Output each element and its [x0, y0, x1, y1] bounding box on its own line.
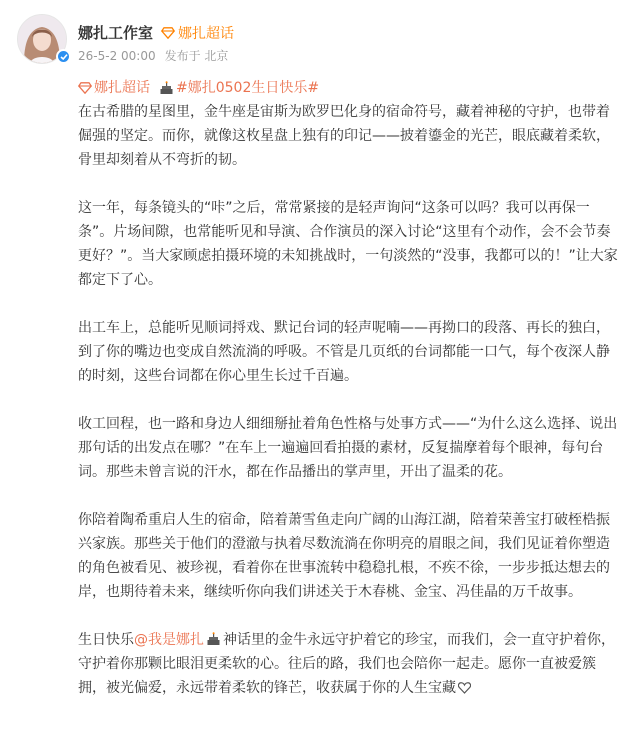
post-source: 发布于 北京	[164, 49, 229, 63]
post-paragraph: 收工回程，也一路和身边人细细掰扯着角色性格与处事方式——“为什么这么选择、说出那句话的出发点在哪？”在车上一遍遍回看拍摄的素材，反复揣摩着每个眼神，每句台词。那些未曾言说的汗水，都在作品播出的掌声里，开出了温柔的花。	[78, 416, 618, 480]
tag-row	[78, 76, 619, 100]
verified-badge-icon	[56, 49, 71, 64]
super-topic-label: 娜扎超话	[178, 25, 235, 42]
birthday-hashtag-label: #娜扎0502生日快乐#	[176, 80, 320, 96]
closing-text: 神话里的金牛永远守护着它的珍宝，而我们，会一直守护着你，守护着你那颗比眼泪更柔软的心。往后的路，我们也会陪你一起走。愿你一直被爱簇拥，被光偏爱，永远带着柔软的锋芒，收获属于你的人生宝藏	[78, 632, 615, 696]
birthday-cake-icon	[159, 81, 174, 95]
post-paragraph: 这一年，每条镜头的“咔”之后，常常紧接的是轻声询问“这条可以吗？我可以再保一条”。片场间隙，也常能听见和导演、合作演员的深入讨论“这里有个动作，会不会节奏更好？”。当大家顾虑拍摄环境的未知挑战时，一句淡然的“没事，我都可以的！”让大家都定下了心。	[78, 200, 618, 288]
super-topic-tag-label: 娜扎超话	[94, 80, 150, 96]
post-content	[78, 76, 619, 700]
post-paragraph: 你陪着陶希重启人生的宿命，陪着萧雪鱼走向广阔的山海江湖，陪着荣善宝打破桎梏振兴家族。那些关于他们的澄澈与执着尽数流淌在你明亮的眉眼之间，我们见证着你塑造的角色被看见、被珍视，看着你在世事流转中稳稳扎根，不疾不徐，一步步抵达想去的岸，也期待着未来，继续听你向我们讲述关于木春桃、金宝、冯佳晶的万千故事。	[78, 512, 610, 600]
super-topic-diamond-icon	[161, 27, 175, 39]
post-header	[0, 0, 629, 72]
post-meta	[78, 47, 228, 64]
author-row	[78, 22, 234, 43]
super-topic-diamond-icon	[78, 82, 92, 94]
author-name[interactable]: 娜扎工作室	[78, 24, 154, 42]
super-topic-link[interactable]	[161, 23, 234, 43]
avatar[interactable]	[17, 14, 69, 66]
super-topic-tag[interactable]	[78, 76, 150, 100]
heart-icon	[458, 682, 471, 694]
birthday-cake-icon	[206, 632, 221, 646]
closing-prefix: 生日快乐	[78, 632, 134, 648]
birthday-hashtag[interactable]	[159, 76, 319, 100]
post-paragraph: 在古希腊的星图里，金牛座是宙斯为欧罗巴化身的宿命符号，藏着神秘的守护，也带着倔强的坚定。而你，就像这枚星盘上独有的印记——披着鎏金的光芒，眼底藏着柔软，骨里却刻着从不弯折的韧。	[78, 104, 610, 168]
mention-link[interactable]: @我是娜扎	[134, 632, 204, 648]
post-timestamp[interactable]: 26-5-2 00:00	[78, 49, 156, 63]
closing-paragraph	[78, 628, 619, 700]
post-paragraph: 出工车上，总能听见顺词捋戏、默记台词的轻声呢喃——再拗口的段落、再长的独白，到了你的嘴边也变成自然流淌的呼吸。不管是几页纸的台词都能一口气，每个夜深人静的时刻，这些台词都在你心里生长过千百遍。	[78, 320, 610, 384]
